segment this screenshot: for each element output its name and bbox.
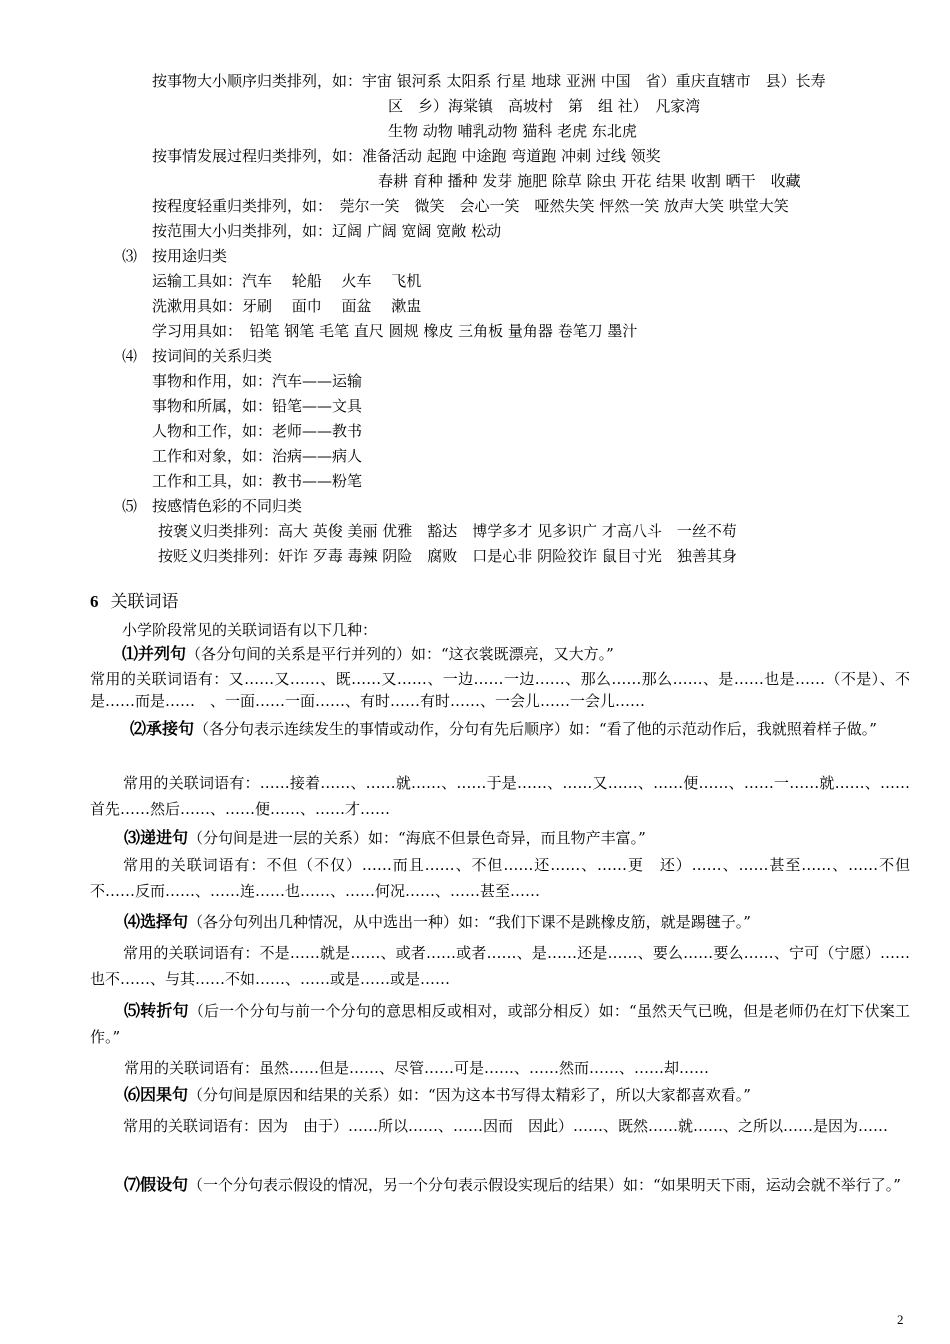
sentence-type-label: ⑴并列句 [122, 644, 187, 663]
classify-line: 春耕 育种 播种 发芽 施肥 除草 除虫 开花 结果 收割 晒干 收藏 [378, 172, 801, 190]
classify-line: 事物和所属，如：铅笔——文具 [152, 397, 363, 415]
classify-line: 按范围大小归类排列，如：辽阔 广阔 宽阔 宽敞 松动 [152, 222, 502, 240]
common-words: 常用的关联词语有：不是……就是……、或者……或者……、是……还是……、要么……要么……、宁可（宁愿）……也不……、与其……不如……、……或是……或是…… [90, 944, 910, 988]
sentence-type-label: ⑺假设句 [124, 1175, 189, 1194]
section-intro: 小学阶段常见的关联词语有以下几种： [122, 621, 378, 639]
common-words: 常用的关联词语有：因为 由于）……所以……、……因而 因此）……、既然……就……、之所以……是因为…… [123, 1117, 889, 1135]
classify-line: 生物 动物 哺乳动物 猫科 老虎 东北虎 [388, 122, 637, 140]
classify-line: 学习用具如： 铅笔 钢笔 毛笔 直尺 圆规 橡皮 三角板 量角器 卷笔刀 墨汁 [152, 322, 638, 340]
sentence-type-label: ⑶递进句 [124, 828, 189, 847]
classify-subheading: ⑷ 按词间的关系归类 [122, 347, 273, 365]
classify-line: 按贬义归类排列：奸诈 歹毒 毒辣 阴险 腐败 口是心非 阴险狡诈 鼠目寸光 独善其身 [158, 547, 737, 565]
sentence-type [122, 644, 614, 664]
section-heading [90, 592, 179, 612]
classify-line: 事物和作用，如：汽车——运输 [152, 372, 363, 390]
sentence-type-desc: （分句间是进一层的关系）如：“海底不但景色奇异，而且物产丰富。” [188, 829, 646, 847]
sentence-type [90, 716, 910, 742]
sentence-type [124, 1085, 751, 1105]
common-words: 常用的关联词语有：又……又……、既……又……、一边……一边……、那么……那么……、是……也是……（不是）、不是……而是…… 、一面……一面……、有时……有时……、一会儿……一会儿…… [90, 670, 910, 710]
classify-line: 人物和工作，如：老师——教书 [152, 422, 363, 440]
sentence-type-label: ⑹因果句 [124, 1085, 189, 1104]
classify-subheading: ⑸ 按感情色彩的不同归类 [122, 497, 303, 515]
sentence-type-desc: （各分句间的关系是平行并列的）如：“这衣裳既漂亮，又大方。” [186, 645, 614, 663]
common-words: 常用的关联词语有：……接着……、……就……、……于是……、……又……、……便……、……一……就……、……首先……然后……、……便……、……才…… [90, 774, 910, 818]
sentence-type-desc: （后一个分句与前一个分句的意思相反或相对，或部分相反）如：“虽然天气已晚，但是老师仍在灯下伏案工作。” [90, 1002, 910, 1046]
sentence-type-desc: （一个分句表示假设的情况，另一个分句表示假设实现后的结果）如：“如果明天下雨，运动会就不举行了。” [188, 1176, 901, 1194]
sentence-type-label: ⑷选择句 [124, 912, 189, 931]
page-number: 2 [897, 1312, 904, 1327]
classify-line: 按事物大小顺序归类排列，如：宇宙 银河系 太阳系 行星 地球 亚洲 中国 省）重庆直辖市 县）长寿 [152, 72, 826, 90]
classify-line: 按程度轻重归类排列，如： 莞尔一笑 微笑 会心一笑 哑然失笑 怦然一笑 放声大笑 哄堂大笑 [152, 197, 789, 215]
classify-line: 按褒义归类排列：高大 英俊 美丽 优雅 豁达 博学多才 见多识广 才高八斗 一丝不苟 [158, 522, 737, 540]
classify-line: 洗漱用具如：牙刷 面巾 面盆 漱盅 [152, 297, 422, 315]
classify-subheading: ⑶ 按用途归类 [122, 247, 228, 265]
sentence-type-label: ⑵承接句 [130, 719, 195, 738]
common-words: 常用的关联词语有：不但（不仅）……而且……、不但……还……、……更 还）……、……甚至……、……不但不……反而……、……连……也……、……何况……、……甚至…… [90, 856, 910, 900]
sentence-type [90, 998, 910, 1050]
classify-line: 区 乡）海棠镇 高坡村 第 组 社） 凡家湾 [388, 97, 701, 115]
common-words: 常用的关联词语有：虽然……但是……、尽管……可是……、……然而……、……却…… [124, 1059, 710, 1077]
sentence-type-desc: （分句间是原因和结果的关系）如：“因为这本书写得太精彩了，所以大家都喜欢看。” [188, 1086, 751, 1104]
sentence-type-label: ⑸转折句 [124, 1001, 189, 1020]
section-title: 关联词语 [110, 592, 179, 612]
classify-line: 运输工具如：汽车 轮船 火车 飞机 [152, 272, 422, 290]
sentence-type-desc: （各分句表示连续发生的事情或动作，分句有先后顺序）如：“看了他的示范动作后，我就照着样子做。” [194, 720, 877, 738]
classify-line: 工作和对象，如：治病——病人 [152, 447, 363, 465]
classify-line: 按事情发展过程归类排列，如：准备活动 起跑 中途跑 弯道跑 冲刺 过线 领奖 [152, 147, 661, 165]
sentence-type [124, 828, 646, 848]
sentence-type [124, 912, 751, 932]
sentence-type [90, 1172, 910, 1198]
sentence-type-desc: （各分句列出几种情况，从中选出一种）如：“我们下课不是跳橡皮筋，就是踢毽子。” [188, 913, 751, 931]
classify-line: 工作和工具，如：教书——粉笔 [152, 472, 363, 490]
section-number: 6 [90, 592, 99, 611]
